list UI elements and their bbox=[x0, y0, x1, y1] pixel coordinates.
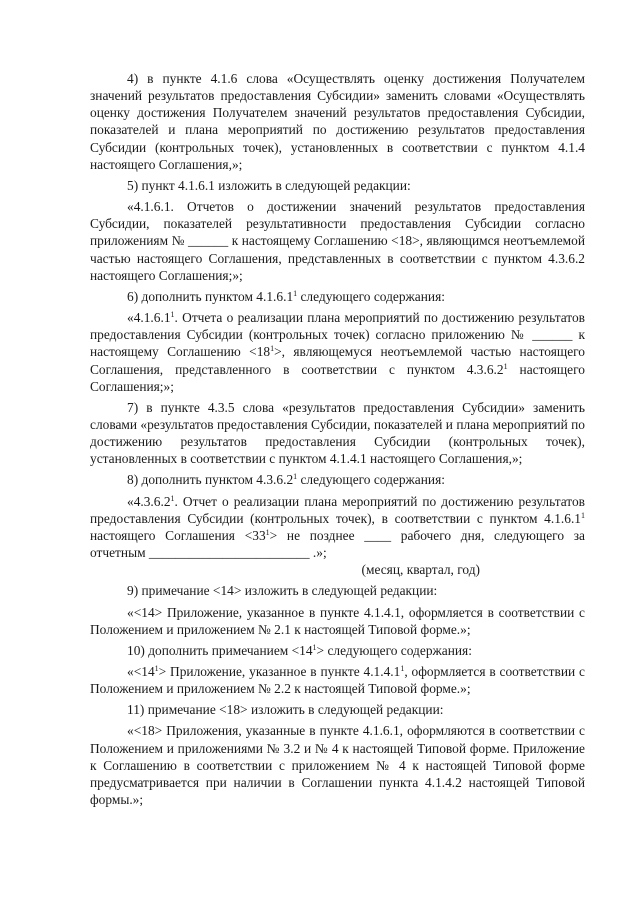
paragraph-item-8: 8) дополнить пунктом 4.3.6.2$^1$ следующего содержания: bbox=[127, 472, 445, 488]
paragraph-4-1-6-1: «4.1.6.1. Отчетов о достижении значений результатов предоставления Субсидии, показателей результативности предоставления Субсидии согласно приложениям № ______ к настоящему Соглашению <18>, являющимся неотъемлемой частью настоящего Соглашения, представленных в соответствии с пунктом 4.3.6.2 настоящего Соглашения;»; bbox=[90, 199, 585, 283]
footnote-18: «<18> Приложения, указанные в пункте 4.1.6.1, оформляются в соответствии с Положением и приложениями № 3.2 и № 4 к настоящей Типовой форме. Приложение к Соглашению в соответствии с приложением № 4 к настоящей Типовой форме предусматривается при наличии в Соглашении пункта 4.1.4.2 настоящей Типовой формы.»; bbox=[90, 723, 585, 808]
paragraph-item-7: 7) в пункте 4.3.5 слова «результатов предоставления Субсидии» заменить словами «результатов предоставления Субсидии, показателей и плана мероприятий по достижению результатов предоставления Субсидии (контрольных точек), установленных в соответствии с пунктом 4.1.4.1 настоящего Соглашения,»; bbox=[90, 399, 585, 467]
paragraph-item-10: 10) дополнить примечанием $<14^1>$ следующего содержания: bbox=[127, 642, 472, 658]
document-body bbox=[90, 70, 585, 812]
paragraph-item-11: 11) примечание <18> изложить в следующей редакции: bbox=[127, 702, 444, 718]
paragraph-item-9: 9) примечание <14> изложить в следующей редакции: bbox=[127, 583, 438, 599]
period-caption: (месяц, квартал, год) bbox=[361, 562, 480, 578]
footnote-14-1: «$<14^1>$ Приложение, указанное в пункте 4.1.4.1$^1$, оформляется в соответствии с Положением и приложением № 2.2 к настоящей Типовой форме.»; bbox=[90, 664, 585, 697]
paragraph-item-6: 6) дополнить пунктом 4.1.6.1$^1$ следующего содержания: bbox=[127, 288, 445, 304]
paragraph-4-3-6-2-1: «4.3.6.2$^1$. Отчет о реализации плана мероприятий по достижению результатов предоставления Субсидии (контрольных точек), в соответствии с пунктом 4.1.6.1$^1$ настоящего Соглашения $<33^1>$ не позднее ____ рабочего дня, следующего за отчетным ________________________ .»; bbox=[90, 493, 585, 561]
paragraph-item-4: 4) в пункте 4.1.6 слова «Осуществлять оценку достижения Получателем значений результатов предоставления Субсидии» заменить словами «Осуществлять оценку достижения Получателем значений результатов предоставления Субсидии, показателей и плана мероприятий по достижению результатов предоставления Субсидии (контрольных точек), установленных в соответствии с пунктом 4.1.4 настоящего Соглашения,»; bbox=[90, 71, 585, 172]
footnote-14: «<14> Приложение, указанное в пункте 4.1.4.1, оформляется в соответствии с Положением и приложением № 2.1 к настоящей Типовой форме.»; bbox=[90, 604, 585, 637]
paragraph-item-5: 5) пункт 4.1.6.1 изложить в следующей редакции: bbox=[127, 177, 411, 193]
paragraph-4-1-6-1-1: «4.1.6.1$^1$. Отчета о реализации плана мероприятий по достижению результатов предоставления Субсидии (контрольных точек) согласно приложению № ______ к настоящему Соглашению $<18^1>$, являющемуся неотъемлемой частью настоящего Соглашения, представленного в соответствии с пунктом 4.3.6.2$^1$ настоящего Соглашения;»; bbox=[90, 310, 585, 394]
